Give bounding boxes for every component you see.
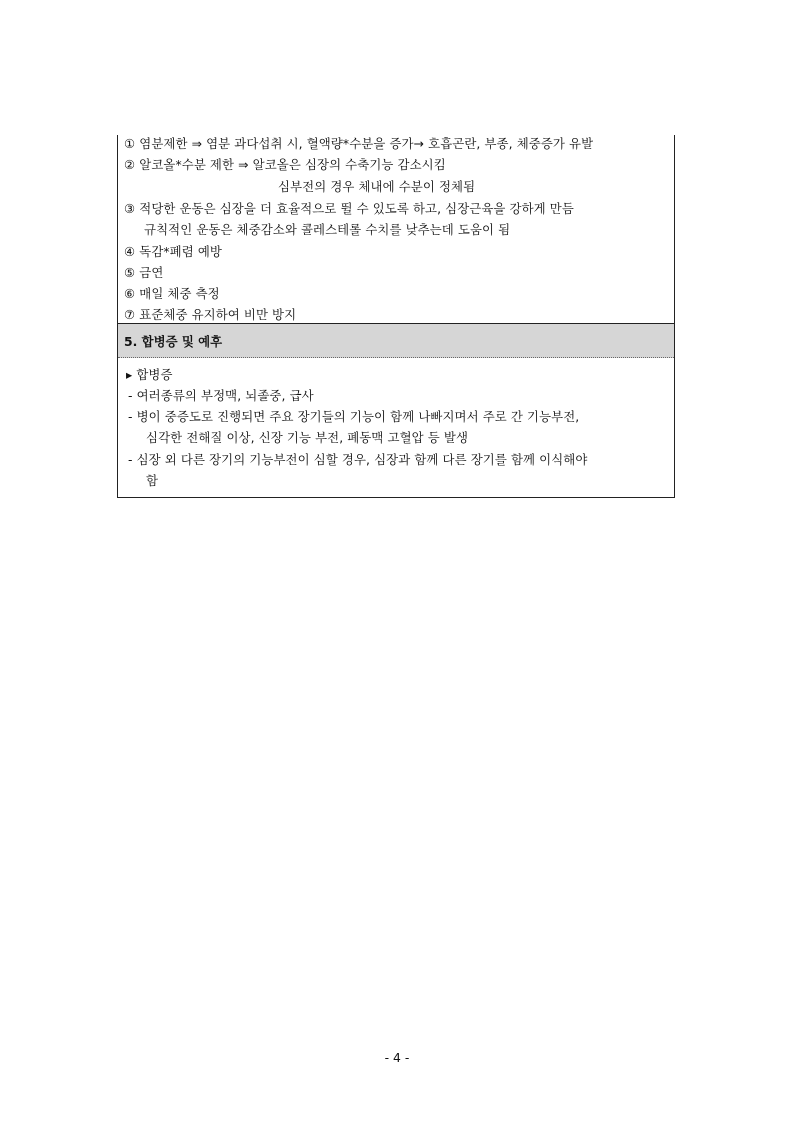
complications-heading: ▸ 합병증 <box>126 367 173 382</box>
complication-line-1: - 여러종류의 부정맥, 뇌졸중, 급사 <box>128 388 314 403</box>
care-item-salt-restriction: ① 염분제한 ⇒ 염분 과다섭취 시, 혈액량*수분을 증가→ 호흡곤란, 부종, 체중증가 유발 <box>124 136 594 151</box>
care-item-exercise: ③ 적당한 운동은 심장을 더 효율적으로 뛸 수 있도록 하고, 심장근육을 강하게 만듬 <box>124 201 574 216</box>
complication-line-3-continued: 함 <box>146 473 159 488</box>
content-table <box>117 135 675 498</box>
complication-line-2-continued: 심각한 전해질 이상, 신장 기능 부전, 폐동맥 고혈압 등 발생 <box>146 430 469 445</box>
complication-line-2: - 병이 중증도로 진행되면 주요 장기들의 기능이 함께 나빠지며서 주로 간 기능부전, <box>128 409 580 424</box>
care-item-no-smoking: ⑤ 금연 <box>124 265 164 280</box>
care-item-standard-weight: ⑦ 표준체중 유지하여 비만 방지 <box>124 307 297 322</box>
care-item-alcohol-restriction: ② 알코올*수분 제한 ⇒ 알코올은 심장의 수축기능 감소시킴 <box>124 157 446 172</box>
page-number: - 4 - <box>384 1050 410 1065</box>
care-item-vaccination: ④ 독감*폐렴 예방 <box>124 244 222 259</box>
section-title: 5. 합병증 및 예후 <box>124 334 223 349</box>
care-item-exercise-continued: 규칙적인 운동은 체중감소와 콜레스테롤 수치를 낮추는데 도움이 됨 <box>144 222 511 237</box>
care-item-alcohol-continued: 심부전의 경우 체내에 수분이 정체됨 <box>278 179 476 194</box>
section-header <box>118 323 674 358</box>
care-item-daily-weight: ⑥ 매일 체중 측정 <box>124 286 220 301</box>
complication-line-3: - 심장 외 다른 장기의 기능부전이 심할 경우, 심장과 함께 다른 장기를 함께 이식해야 <box>128 452 588 467</box>
